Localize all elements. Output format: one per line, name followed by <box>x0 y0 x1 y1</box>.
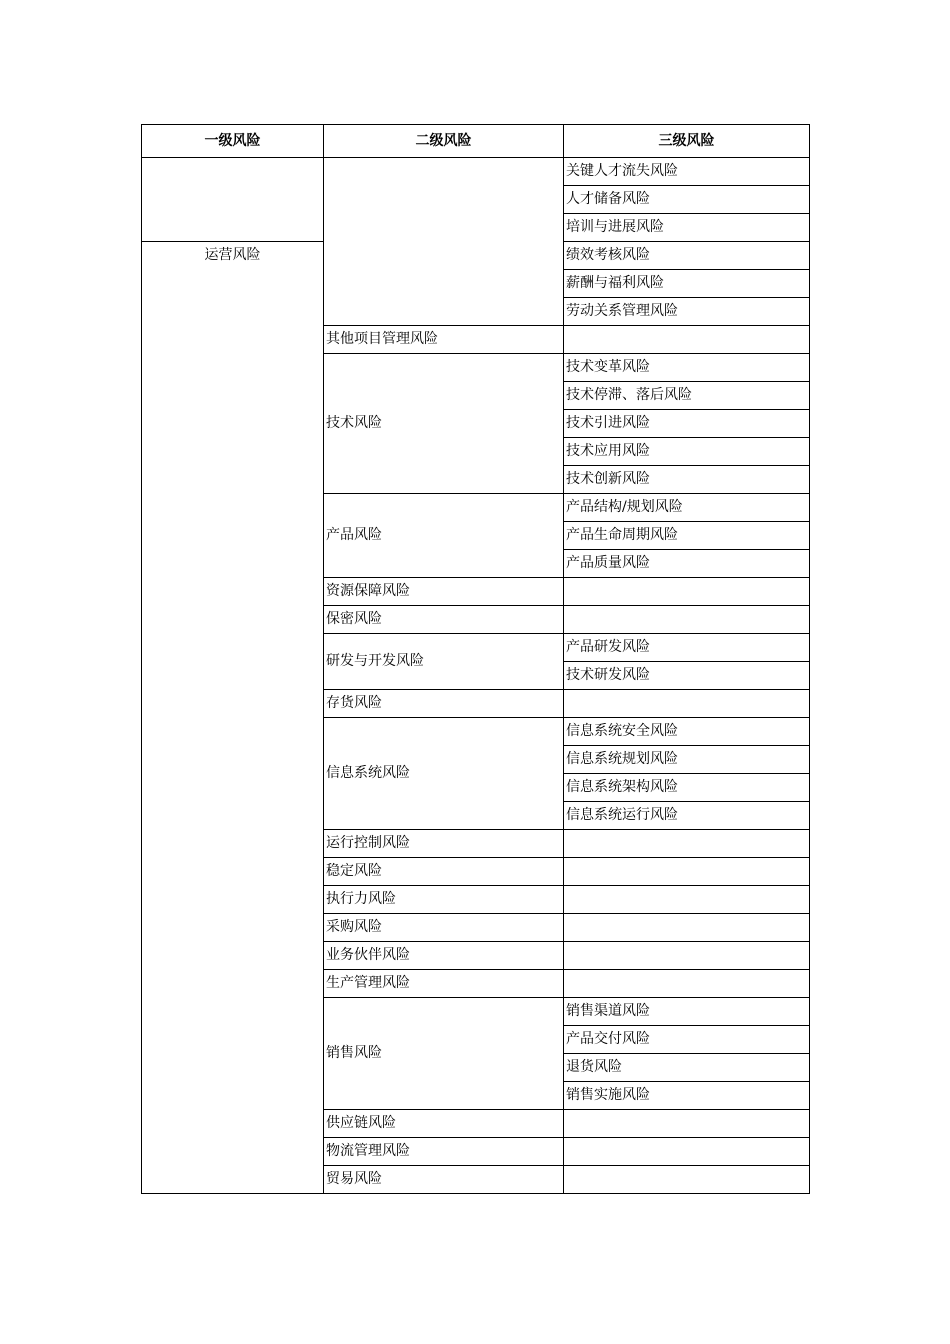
level2-cell: 供应链风险 <box>324 1110 564 1138</box>
risk-table <box>141 124 810 1194</box>
header-level2: 二级风险 <box>324 125 564 158</box>
level3-cell: 产品质量风险 <box>564 550 810 578</box>
level3-cell: 技术引进风险 <box>564 410 810 438</box>
level3-cell: 信息系统规划风险 <box>564 746 810 774</box>
level2-cell: 采购风险 <box>324 914 564 942</box>
level3-cell <box>564 578 810 606</box>
level3-cell: 技术停滞、落后风险 <box>564 382 810 410</box>
level3-cell: 劳动关系管理风险 <box>564 298 810 326</box>
level3-cell: 技术研发风险 <box>564 662 810 690</box>
level2-cell: 技术风险 <box>324 354 564 494</box>
header-row <box>142 125 810 158</box>
level1-blank-cell <box>142 158 324 242</box>
level2-cell: 研发与开发风险 <box>324 634 564 690</box>
level3-cell <box>564 606 810 634</box>
level3-cell: 技术创新风险 <box>564 466 810 494</box>
level2-cell: 资源保障风险 <box>324 578 564 606</box>
level1-cell: 运营风险 <box>142 242 324 1194</box>
level3-cell: 产品结构/规划风险 <box>564 494 810 522</box>
header-level1: 一级风险 <box>142 125 324 158</box>
level3-cell: 销售渠道风险 <box>564 998 810 1026</box>
level3-cell <box>564 326 810 354</box>
level2-cell: 保密风险 <box>324 606 564 634</box>
level2-cell: 其他项目管理风险 <box>324 326 564 354</box>
level2-cell <box>324 158 564 326</box>
level2-cell: 运行控制风险 <box>324 830 564 858</box>
level2-cell: 信息系统风险 <box>324 718 564 830</box>
level2-cell: 贸易风险 <box>324 1166 564 1194</box>
level3-cell <box>564 886 810 914</box>
level2-cell: 稳定风险 <box>324 858 564 886</box>
level3-cell <box>564 1166 810 1194</box>
level3-cell <box>564 690 810 718</box>
level3-cell: 销售实施风险 <box>564 1082 810 1110</box>
level2-cell: 产品风险 <box>324 494 564 578</box>
level3-cell <box>564 1110 810 1138</box>
level2-cell: 执行力风险 <box>324 886 564 914</box>
level3-cell: 培训与进展风险 <box>564 214 810 242</box>
level3-cell: 绩效考核风险 <box>564 242 810 270</box>
level3-cell: 关键人才流失风险 <box>564 158 810 186</box>
level3-cell <box>564 914 810 942</box>
level3-cell: 信息系统安全风险 <box>564 718 810 746</box>
level3-cell <box>564 970 810 998</box>
level2-cell: 业务伙伴风险 <box>324 942 564 970</box>
level2-cell: 生产管理风险 <box>324 970 564 998</box>
level3-cell: 技术变革风险 <box>564 354 810 382</box>
level3-cell <box>564 858 810 886</box>
table-row <box>142 158 810 186</box>
level2-cell: 物流管理风险 <box>324 1138 564 1166</box>
level3-cell: 产品交付风险 <box>564 1026 810 1054</box>
header-level3: 三级风险 <box>564 125 810 158</box>
level3-cell <box>564 830 810 858</box>
level2-cell: 存货风险 <box>324 690 564 718</box>
level3-cell: 产品研发风险 <box>564 634 810 662</box>
level3-cell: 退货风险 <box>564 1054 810 1082</box>
level3-cell <box>564 1138 810 1166</box>
level3-cell: 信息系统架构风险 <box>564 774 810 802</box>
level3-cell: 薪酬与福利风险 <box>564 270 810 298</box>
level3-cell: 信息系统运行风险 <box>564 802 810 830</box>
level2-cell: 销售风险 <box>324 998 564 1110</box>
level3-cell: 产品生命周期风险 <box>564 522 810 550</box>
level3-cell: 技术应用风险 <box>564 438 810 466</box>
level3-cell: 人才储备风险 <box>564 186 810 214</box>
level3-cell <box>564 942 810 970</box>
